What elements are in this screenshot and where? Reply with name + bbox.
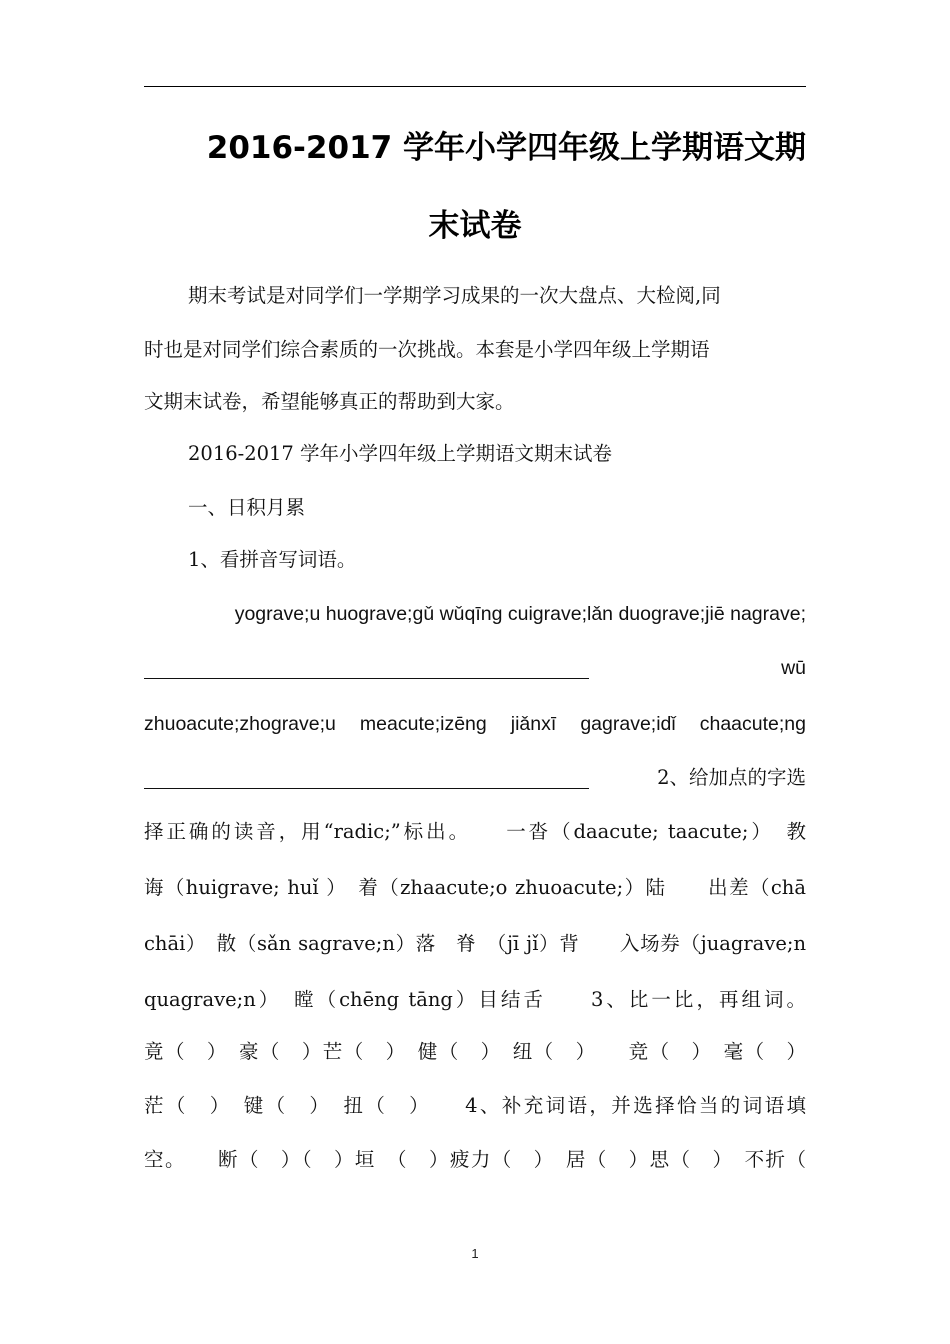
intro-line-2: 时也是对同学们综合素质的一次挑战。本套是小学四年级上学期语 [144, 338, 710, 361]
body-line-5: 竟（ ） 豪（ ）芒（ ） 健（ ） 纽（ ） 竞（ ） 毫（ ） [144, 1040, 806, 1063]
pinyin-line-1: yograve;u huograve;gǔ wǔqīng cuigrave;lǎn duograve;jiē nagrave; [234, 603, 806, 625]
exam-subtitle: 2016-2017 学年小学四年级上学期语文期末试卷 [188, 442, 613, 465]
question-1-heading: 1、看拼音写词语。 [188, 548, 357, 571]
answer-underline-1 [144, 678, 589, 679]
body-line-4: quagrave;n） 瞠（chēng tāng）目结舌 3、比一比，再组词。 [144, 988, 806, 1011]
page-number: 1 [471, 1246, 479, 1261]
pinyin-line-2: wū [781, 657, 806, 679]
intro-line-3: 文期末试卷，希望能够真正的帮助到大家。 [144, 390, 515, 413]
body-line-7: 空。 断（ ）（ ）垣 （ ）疲力（ ） 居（ ）思（ ） 不折（ [144, 1148, 806, 1171]
pinyin-line-3: zhuoacute;zhograve;u meacute;izēng jiǎnxī gagrave;idǐ chaacute;ng [144, 713, 806, 735]
document-title-line-2: 末试卷 [428, 208, 522, 244]
section-heading-1: 一、日积月累 [188, 496, 306, 519]
header-rule [144, 86, 806, 87]
body-line-2: 诲（huigrave; huǐ ） 着（zhaacute;o zhuoacute;）陆 出差（chā [144, 876, 806, 899]
body-line-6: 茫（ ） 键（ ） 扭（ ） 4、补充词语，并选择恰当的词语填 [144, 1094, 806, 1117]
body-line-3: chāi） 散（sǎn sagrave;n）落 脊 （jī jǐ）背 入场券（juagrave;n [144, 932, 806, 955]
document-title-line-1: 2016-2017 学年小学四年级上学期语文期 [206, 130, 806, 166]
intro-line-1: 期末考试是对同学们一学期学习成果的一次大盘点、大检阅,同 [188, 284, 721, 307]
body-line-1: 择正确的读音，用“radic;”标出。 一沓（daacute; taacute;） 教 [144, 820, 806, 843]
answer-blank-row-1 [144, 654, 806, 682]
answer-underline-2 [144, 788, 589, 789]
question-2-heading: 2、给加点的字选 [657, 766, 806, 789]
answer-blank-row-2 [144, 764, 806, 792]
